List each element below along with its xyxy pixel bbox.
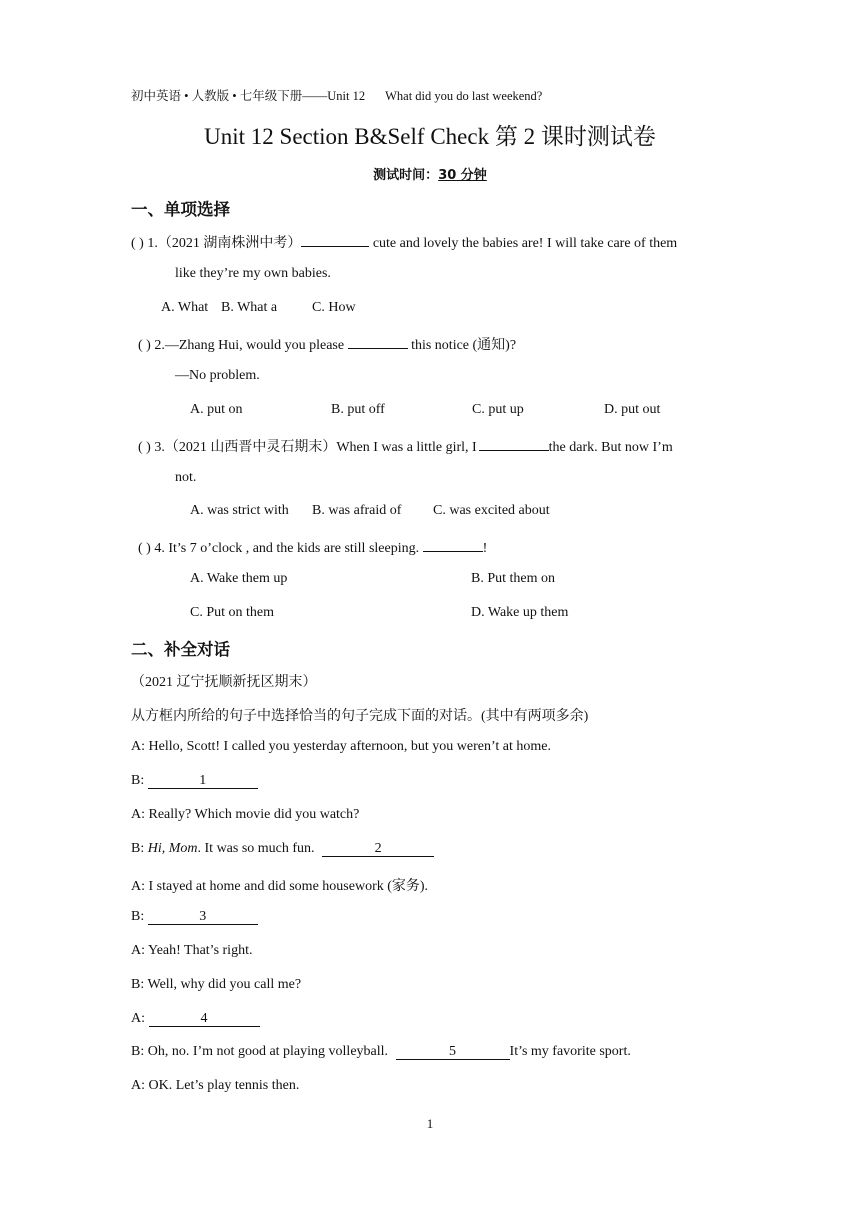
question-4-option-a: A. Wake them up bbox=[190, 571, 288, 586]
answer-blank-1: 1 bbox=[148, 773, 258, 789]
dialogue-line bbox=[131, 841, 434, 857]
question-2-option-a: A. put on bbox=[190, 402, 243, 417]
question-2-option-d: D. put out bbox=[604, 402, 661, 417]
section-heading-multiple-choice: 一、单项选择 bbox=[131, 200, 230, 219]
answer-blank bbox=[301, 232, 369, 247]
question-3-option-b: B. was afraid of bbox=[312, 503, 402, 518]
question-4-line-1 bbox=[138, 537, 487, 557]
page-number: 1 bbox=[426, 1116, 434, 1131]
question-2-line-1 bbox=[138, 334, 516, 354]
dialogue-line: A: OK. Let’s play tennis then. bbox=[131, 1078, 300, 1093]
dialogue-text: B: Oh, no. I’m not good at playing volleyball. bbox=[131, 1044, 389, 1059]
speaker-label: B: bbox=[131, 909, 145, 924]
question-3-option-a: A. was strict with bbox=[190, 503, 289, 518]
dialogue-line: A: Yeah! That’s right. bbox=[131, 943, 253, 958]
running-header bbox=[131, 86, 542, 104]
test-time-value: 30 分钟 bbox=[438, 168, 487, 183]
question-4-option-d: D. Wake up them bbox=[471, 605, 569, 620]
movie-title: Hi, Mom bbox=[147, 841, 198, 856]
dialogue-line: A: Hello, Scott! I called you yesterday afternoon, but you weren’t at home. bbox=[131, 739, 552, 754]
question-3-line-1 bbox=[138, 436, 673, 456]
dialogue-source: （2021 辽宁抚顺新抚区期末） bbox=[131, 675, 317, 690]
question-2-reply: —No problem. bbox=[175, 368, 260, 383]
question-2-option-b: B. put off bbox=[331, 402, 385, 417]
question-1-stem: 1.（2021 湖南株洲中考） bbox=[147, 236, 302, 251]
question-3-stem: 3.（2021 山西晋中灵石期末）When I was a little girl, I bbox=[154, 440, 477, 455]
dialogue-line: A: Really? Which movie did you watch? bbox=[131, 807, 360, 822]
question-3-stem-cont: the dark. But now I’m bbox=[548, 440, 673, 455]
dialogue-line bbox=[131, 909, 258, 925]
question-2-option-c: C. put up bbox=[472, 402, 524, 417]
answer-blank-4: 4 bbox=[149, 1011, 260, 1027]
test-time bbox=[0, 164, 860, 183]
question-1-line-2: like they’re my own babies. bbox=[175, 266, 331, 281]
question-1-option-b: B. What a bbox=[221, 300, 278, 315]
answer-blank bbox=[348, 334, 408, 349]
header-unit-title: What did you do last weekend? bbox=[385, 89, 543, 103]
question-4-option-c: C. Put on them bbox=[190, 605, 275, 620]
dialogue-line bbox=[131, 1011, 260, 1027]
answer-paren: ( ) bbox=[131, 236, 144, 251]
question-1-option-c: C. How bbox=[312, 300, 356, 315]
speaker-label: B: bbox=[131, 773, 145, 788]
speaker-label: A: bbox=[131, 1011, 145, 1026]
section-heading-dialogue: 二、补全对话 bbox=[131, 640, 230, 659]
question-4-option-b: B. Put them on bbox=[471, 571, 556, 586]
dialogue-line bbox=[131, 1044, 631, 1060]
speaker-label: B: bbox=[131, 841, 145, 856]
answer-blank bbox=[479, 436, 549, 451]
dialogue-line bbox=[131, 773, 258, 789]
question-4-stem-cont: ! bbox=[482, 541, 488, 556]
question-2-stem: 2.—Zhang Hui, would you please bbox=[154, 338, 345, 353]
page-title: Unit 12 Section B&Self Check 第 2 课时测试卷 bbox=[204, 124, 656, 149]
question-3-line-2: not. bbox=[175, 470, 197, 485]
answer-paren: ( ) bbox=[138, 338, 151, 353]
dialogue-text: . It was so much fun. bbox=[197, 841, 315, 856]
answer-paren: ( ) bbox=[138, 440, 151, 455]
dialogue-line: B: Well, why did you call me? bbox=[131, 977, 302, 992]
test-time-label: 测试时间： bbox=[373, 168, 439, 183]
question-1-option-a: A. What bbox=[161, 300, 209, 315]
question-1-stem-cont: cute and lovely the babies are! I will take care of them bbox=[372, 236, 678, 251]
question-4-stem: 4. It’s 7 o’clock , and the kids are still sleeping. bbox=[154, 541, 420, 556]
answer-blank-5: 5 bbox=[396, 1044, 510, 1060]
dialogue-instruction: 从方框内所给的句子中选择恰当的句子完成下面的对话。(其中有两项多余) bbox=[131, 709, 589, 724]
question-2-stem-cont: this notice (通知)? bbox=[411, 338, 517, 353]
answer-blank-3: 3 bbox=[148, 909, 258, 925]
dialogue-text: It’s my favorite sport. bbox=[509, 1044, 631, 1059]
dialogue-line: A: I stayed at home and did some housework (家务). bbox=[131, 879, 429, 894]
question-1-line-1 bbox=[131, 232, 677, 252]
header-course: 初中英语 • 人教版 • 七年级下册——Unit 12 bbox=[131, 89, 366, 103]
answer-blank bbox=[423, 537, 483, 552]
question-3-option-c: C. was excited about bbox=[433, 503, 550, 518]
answer-paren: ( ) bbox=[138, 541, 151, 556]
answer-blank-2: 2 bbox=[322, 841, 434, 857]
